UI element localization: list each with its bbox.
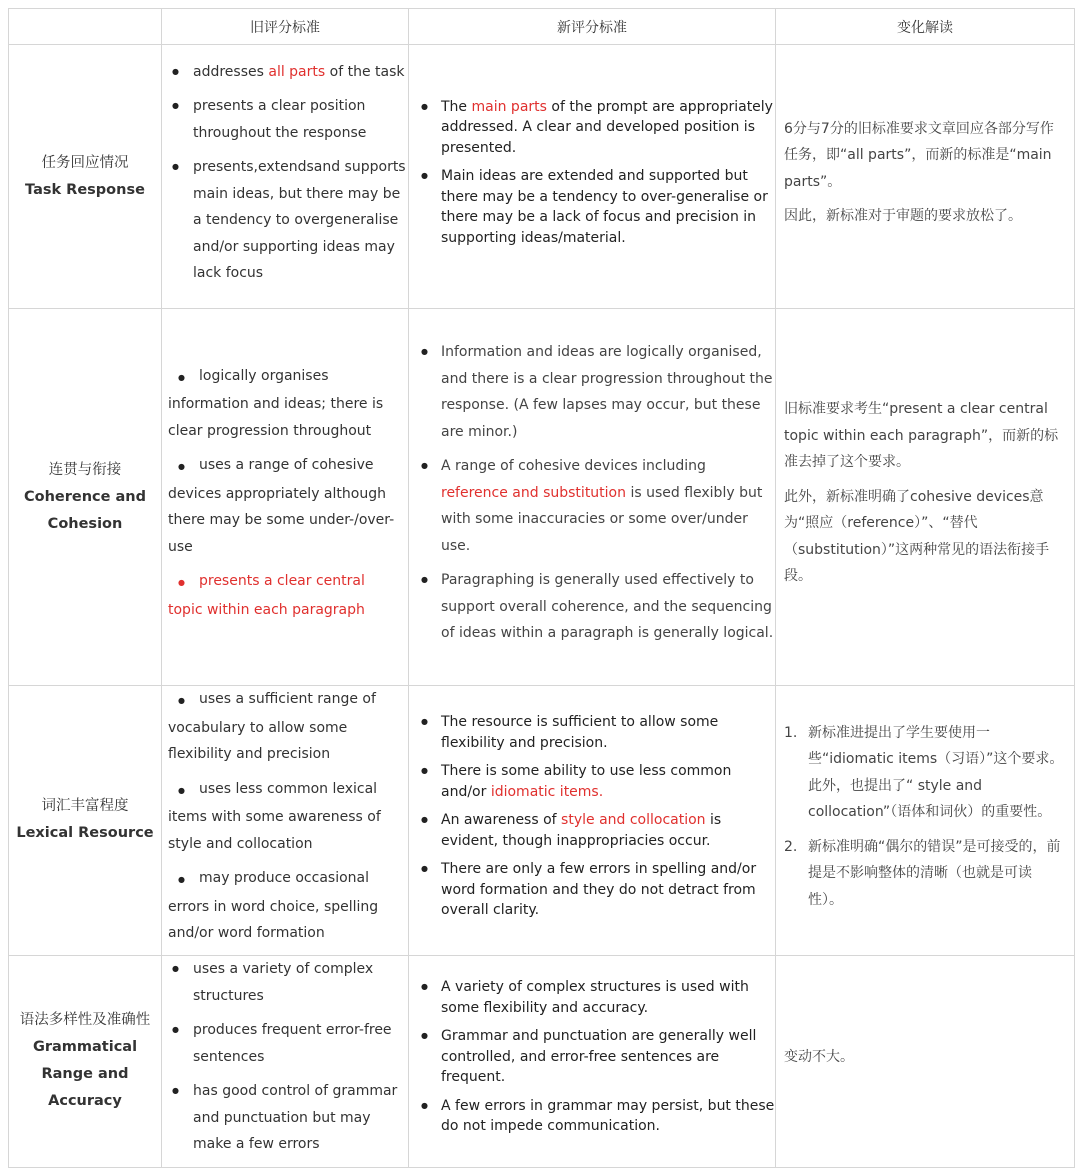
dimension-cell bbox=[9, 309, 162, 686]
old-criteria-cell bbox=[162, 45, 409, 309]
row-grammatical-range bbox=[9, 955, 1075, 1167]
dimension-cn: 连贯与衔接 bbox=[48, 461, 122, 478]
interpretation-item: 2. 新标准明确“偶尔的错误”是可接受的，前提是不影响整体的清晰（也就是可读性）。 bbox=[784, 838, 1061, 908]
header-dimension bbox=[9, 9, 162, 45]
dimension-cn: 任务回应情况 bbox=[41, 154, 129, 171]
row-task-response bbox=[9, 45, 1075, 309]
highlight-text: style and collocation bbox=[561, 812, 706, 828]
old-criterion: ● uses a range of cohesive devices appropriately although there may be some under-/over-use bbox=[168, 452, 402, 560]
interpretation-cell bbox=[776, 45, 1075, 309]
highlight-text: all parts bbox=[268, 63, 326, 80]
new-criterion: ● A few errors in grammar may persist, but these do not impede communication. bbox=[409, 1096, 775, 1137]
old-criterion: ● has good control of grammar and punctuation but may make a few errors bbox=[162, 1078, 408, 1158]
old-criterion: ● presents a clear position throughout the response bbox=[162, 93, 408, 146]
dimension-cn: 语法多样性及准确性 bbox=[19, 1012, 151, 1028]
dimension-cell bbox=[9, 686, 162, 956]
interpretation-text: 因此，新标准对于审题的要求放松了。 bbox=[784, 208, 1022, 224]
dimension-en: Lexical Resource bbox=[16, 825, 154, 842]
interpretation-cell bbox=[776, 686, 1075, 956]
header-interpretation: 变化解读 bbox=[776, 9, 1075, 45]
dimension-cn: 词汇丰富程度 bbox=[41, 798, 129, 815]
old-criterion: ● logically organises information and ideas; there is clear progression throughout bbox=[168, 363, 402, 445]
dimension-en: Coherence and Cohesion bbox=[23, 488, 147, 532]
dimension-en: Task Response bbox=[25, 181, 145, 198]
interpretation-text: 变动不大。 bbox=[784, 1048, 854, 1065]
interpretation-item: 1. 新标准进提出了学生要使用一些“idiomatic items（习语）”这个要求。此外，也提出了“ style and collocation”（语体和词伙）的重要性。 bbox=[784, 724, 1064, 820]
new-criterion: ● Main ideas are extended and supported but there may be a tendency to over-generalise or there may be a lack of focus and precision in supporting ideas/material. bbox=[409, 166, 775, 248]
row-coherence-cohesion bbox=[9, 309, 1075, 686]
old-criteria-cell bbox=[162, 686, 409, 956]
old-criterion: ● uses a variety of complex structures bbox=[162, 956, 408, 1009]
new-criteria-cell bbox=[409, 686, 776, 956]
new-criterion: ● Information and ideas are logically organised, and there is a clear progression throughout the response. (A few lapses may occur, but these are minor.) bbox=[409, 339, 775, 445]
new-criteria-cell bbox=[409, 45, 776, 309]
old-criterion: ● uses a sufficient range of vocabulary to allow some flexibility and precision bbox=[168, 686, 402, 768]
new-criterion: ● Grammar and punctuation are generally well controlled, and error-free sentences are frequent. bbox=[409, 1026, 775, 1088]
old-criteria-cell bbox=[162, 955, 409, 1167]
old-criterion: ● may produce occasional errors in word choice, spelling and/or word formation bbox=[168, 865, 402, 947]
highlight-text: reference and substitution bbox=[441, 484, 626, 501]
new-criterion: ● A variety of complex structures is used with some flexibility and accuracy. bbox=[409, 977, 775, 1018]
interpretation-cell bbox=[776, 309, 1075, 686]
old-criterion: ● presents,extendsand supports main ideas, but there may be a tendency to overgeneralise and/or supporting ideas may lack focus bbox=[162, 154, 408, 287]
header-old-criteria: 旧评分标准 bbox=[162, 9, 409, 45]
new-criterion: ● The main parts of the prompt are appropriately addressed. A clear and developed position is presented. bbox=[409, 97, 775, 159]
highlight-text: idiomatic items. bbox=[490, 783, 604, 800]
old-criterion: ● addresses all parts of the task bbox=[162, 59, 408, 86]
new-criterion: ● Paragraphing is generally used effectively to support overall coherence, and the sequencing of ideas within a paragraph is generally logical. bbox=[409, 567, 775, 647]
new-criteria-cell bbox=[409, 309, 776, 686]
interpretation-text: 此外，新标准明确了cohesive devices意为“照应（reference）”、“替代（substitution）”这两种常见的语法衔接手段。 bbox=[784, 488, 1050, 585]
row-lexical-resource bbox=[9, 686, 1075, 956]
old-criterion: ● uses less common lexical items with some awareness of style and collocation bbox=[168, 776, 402, 858]
dimension-en: Grammatical Range and Accuracy bbox=[32, 1039, 138, 1109]
new-criterion: ● An awareness of style and collocation is evident, though inappropriacies occur. bbox=[409, 810, 775, 851]
interpretation-cell bbox=[776, 955, 1075, 1167]
new-criterion: ● The resource is sufficient to allow some flexibility and precision. bbox=[409, 712, 775, 753]
dimension-cell bbox=[9, 955, 162, 1167]
old-criterion: ● produces frequent error-free sentences bbox=[162, 1017, 408, 1070]
header-new-criteria: 新评分标准 bbox=[409, 9, 776, 45]
highlight-text: main parts bbox=[471, 98, 547, 115]
interpretation-text: 6分与7分的旧标准要求文章回应各部分写作任务，即“all parts”，而新的标准是“main parts”。 bbox=[784, 120, 1054, 190]
old-criterion-removed: ● presents a clear central topic within each paragraph bbox=[168, 568, 402, 623]
new-criterion: ● There are only a few errors in spelling and/or word formation and they do not detract from overall clarity. bbox=[409, 859, 775, 921]
header-row bbox=[9, 9, 1075, 45]
dimension-cell bbox=[9, 45, 162, 309]
old-criteria-cell bbox=[162, 309, 409, 686]
new-criterion: ● A range of cohesive devices including reference and substitution is used flexibly but with some inaccuracies or some over/under use. bbox=[409, 453, 775, 559]
new-criteria-cell bbox=[409, 955, 776, 1167]
new-criterion: ● There is some ability to use less common and/or idiomatic items. bbox=[409, 761, 775, 802]
criteria-comparison-table bbox=[8, 8, 1075, 1168]
interpretation-text: 旧标准要求考生“present a clear central topic within each paragraph”，而新的标准去掉了这个要求。 bbox=[784, 401, 1059, 471]
